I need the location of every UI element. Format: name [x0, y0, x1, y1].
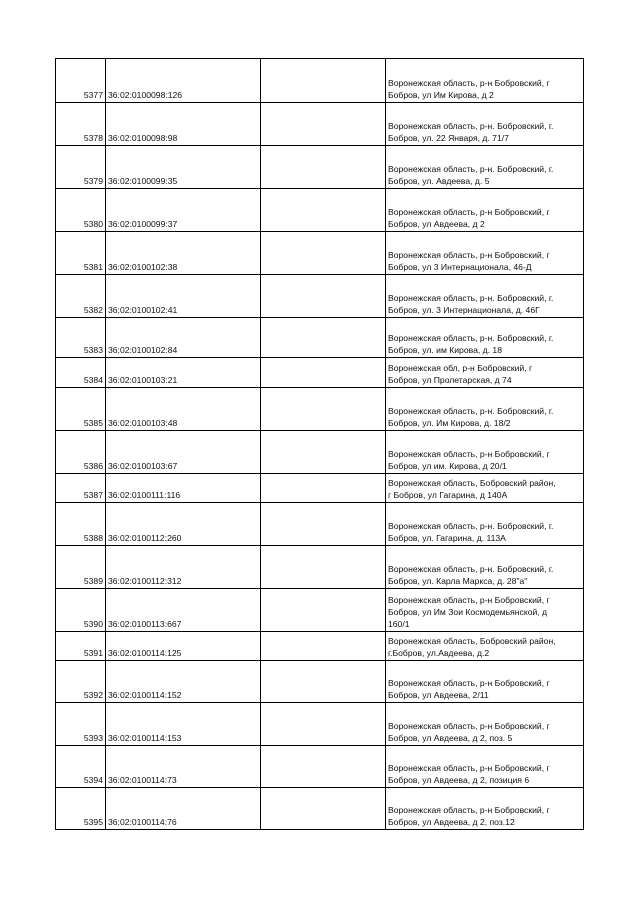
cadastral-number: 36:02:0100114:153 — [106, 703, 261, 746]
cadastral-number: 36:02:0100099:35 — [106, 146, 261, 189]
owner-cell — [261, 474, 386, 503]
address-cell: Воронежская область, р-н Бобровский, г Бобров, ул Авдеева, д 2, поз. 5 — [386, 703, 584, 746]
row-number: 5382 — [56, 275, 106, 318]
owner-cell — [261, 103, 386, 146]
address-cell: Воронежская область, р-н. Бобровский, г. Бобров, ул. им Кирова, д. 18 — [386, 318, 584, 358]
cadastral-number: 36:02:0100114:152 — [106, 661, 261, 703]
address-cell: Воронежская область, р-н. Бобровский, г. Бобров, ул. Карла Маркса, д. 28"а" — [386, 546, 584, 589]
owner-cell — [261, 746, 386, 788]
address-cell: Воронежская область, р-н Бобровский, г Бобров, ул Авдеева, 2/11 — [386, 661, 584, 703]
row-number: 5380 — [56, 189, 106, 232]
table-row — [56, 546, 584, 589]
owner-cell — [261, 232, 386, 275]
table-row — [56, 661, 584, 703]
table-row — [56, 703, 584, 746]
cadastral-number: 36:02:0100098:98 — [106, 103, 261, 146]
table-row — [56, 232, 584, 275]
address-cell: Воронежская область, р-н. Бобровский, г. Бобров, ул. 22 Января, д. 71/7 — [386, 103, 584, 146]
address-cell: Воронежская обл, р-н Бобровский, г Бобров, ул Пролетарская, д 74 — [386, 358, 584, 388]
row-number: 5381 — [56, 232, 106, 275]
row-number: 5385 — [56, 388, 106, 431]
owner-cell — [261, 788, 386, 830]
cadastral-number: 36:02:0100102:38 — [106, 232, 261, 275]
property-register-sheet — [55, 58, 583, 830]
address-cell: Воронежская область, р-н Бобровский, г Бобров, ул Авдеева, д 2 — [386, 189, 584, 232]
owner-cell — [261, 388, 386, 431]
owner-cell — [261, 661, 386, 703]
owner-cell — [261, 431, 386, 474]
table-row — [56, 358, 584, 388]
cadastral-number: 36:02:0100114:73 — [106, 746, 261, 788]
cadastral-number: 36:02:0100112:312 — [106, 546, 261, 589]
address-cell: Воронежская область, р-н. Бобровский, г. Бобров, ул. Авдеева, д. 5 — [386, 146, 584, 189]
owner-cell — [261, 589, 386, 632]
owner-cell — [261, 189, 386, 232]
row-number: 5388 — [56, 503, 106, 546]
row-number: 5395 — [56, 788, 106, 830]
address-cell: Воронежская область, р-н Бобровский, г Бобров, ул Авдеева, д 2, позиция 6 — [386, 746, 584, 788]
address-cell: Воронежская область, р-н. Бобровский, г. Бобров, ул. Гагарина, д. 113А — [386, 503, 584, 546]
row-number: 5377 — [56, 59, 106, 103]
owner-cell — [261, 59, 386, 103]
table-row — [56, 275, 584, 318]
cadastral-number: 36:02:0100111:116 — [106, 474, 261, 503]
owner-cell — [261, 358, 386, 388]
address-cell: Воронежская область, р-н Бобровский, г Бобров, ул Им Кирова, д 2 — [386, 59, 584, 103]
cadastral-number: 36:02:0100103:21 — [106, 358, 261, 388]
cadastral-number: 36:02:0100102:41 — [106, 275, 261, 318]
owner-cell — [261, 275, 386, 318]
address-cell: Воронежская область, Бобровский район, г.Бобров, ул.Авдеева, д.2 — [386, 632, 584, 661]
property-table — [55, 58, 584, 830]
table-row — [56, 589, 584, 632]
table-row — [56, 503, 584, 546]
table-row — [56, 146, 584, 189]
cadastral-number: 36:02:0100103:67 — [106, 431, 261, 474]
row-number: 5387 — [56, 474, 106, 503]
table-row — [56, 431, 584, 474]
table-row — [56, 189, 584, 232]
row-number: 5392 — [56, 661, 106, 703]
address-cell: Воронежская область, р-н. Бобровский, г. Бобров, ул. Им Кирова, д. 18/2 — [386, 388, 584, 431]
owner-cell — [261, 146, 386, 189]
table-row — [56, 746, 584, 788]
address-cell: Воронежская область, р-н Бобровский, г Бобров, ул Авдеева, д 2, поз.12 — [386, 788, 584, 830]
cadastral-number: 36:02:0100113:667 — [106, 589, 261, 632]
cadastral-number: 36:02:0100114:125 — [106, 632, 261, 661]
cadastral-number: 36:02:0100098:126 — [106, 59, 261, 103]
table-row — [56, 388, 584, 431]
row-number: 5386 — [56, 431, 106, 474]
table-row — [56, 632, 584, 661]
owner-cell — [261, 318, 386, 358]
owner-cell — [261, 632, 386, 661]
owner-cell — [261, 546, 386, 589]
cadastral-number: 36:02:0100103:48 — [106, 388, 261, 431]
row-number: 5393 — [56, 703, 106, 746]
row-number: 5389 — [56, 546, 106, 589]
row-number: 5390 — [56, 589, 106, 632]
address-cell: Воронежская область, р-н. Бобровский, г. Бобров, ул. 3 Интернационала, д. 46Г — [386, 275, 584, 318]
table-row — [56, 788, 584, 830]
cadastral-number: 36:02:0100099:37 — [106, 189, 261, 232]
table-row — [56, 59, 584, 103]
row-number: 5378 — [56, 103, 106, 146]
address-cell: Воронежская область, р-н Бобровский, г Бобров, ул Им Зои Космодемьянской, д 160/1 — [386, 589, 584, 632]
cadastral-number: 36:02:0100102:84 — [106, 318, 261, 358]
row-number: 5391 — [56, 632, 106, 661]
row-number: 5384 — [56, 358, 106, 388]
table-row — [56, 103, 584, 146]
cadastral-number: 36:02:0100114:76 — [106, 788, 261, 830]
address-cell: Воронежская область, Бобровский район, г Бобров, ул Гагарина, д 140А — [386, 474, 584, 503]
owner-cell — [261, 503, 386, 546]
table-row — [56, 318, 584, 358]
table-row — [56, 474, 584, 503]
address-cell: Воронежская область, р-н Бобровский, г Бобров, ул 3 Интернационала, 46-Д — [386, 232, 584, 275]
row-number: 5394 — [56, 746, 106, 788]
row-number: 5379 — [56, 146, 106, 189]
owner-cell — [261, 703, 386, 746]
address-cell: Воронежская область, р-н Бобровский, г Бобров, ул им. Кирова, д 20/1 — [386, 431, 584, 474]
cadastral-number: 36:02:0100112:260 — [106, 503, 261, 546]
row-number: 5383 — [56, 318, 106, 358]
